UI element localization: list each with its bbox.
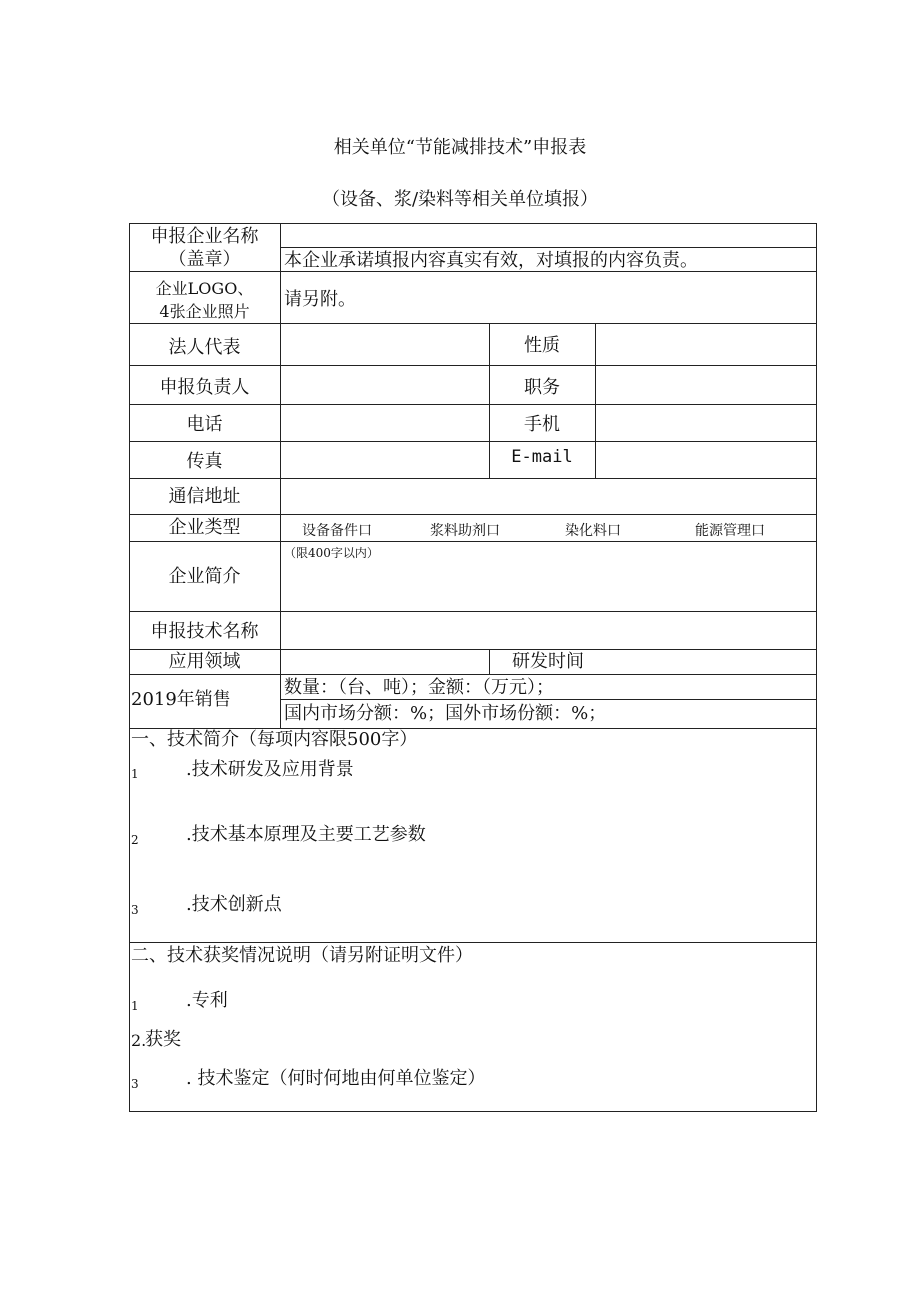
contact-person-label: 申报负责人 xyxy=(159,377,250,398)
section2-item-number: 2. xyxy=(131,1031,147,1050)
type-option-energy[interactable]: 能源管理口 xyxy=(695,523,765,539)
sales-quantity-amount: 数量：（台、吨）；金额：（万元）； xyxy=(284,677,554,698)
mobile-field[interactable] xyxy=(596,405,816,441)
nature-label: 性质 xyxy=(524,335,560,356)
legal-rep-label: 法人代表 xyxy=(168,337,241,358)
phone-field[interactable] xyxy=(281,405,488,441)
section2-item-appraisal: . 技术鉴定（何时何地由何单位鉴定） xyxy=(186,1068,486,1089)
page-title: 相关单位“节能减排技术”申报表 xyxy=(333,137,587,158)
section2-heading: 二、技术获奖情况说明（请另附证明文件） xyxy=(131,945,473,966)
section2-item-awards: 获奖 xyxy=(145,1029,181,1050)
sales-label: 2019年销售 xyxy=(131,689,231,710)
section1-item-principle: .技术基本原理及主要工艺参数 xyxy=(186,824,426,845)
section1-item-number: 3 xyxy=(131,903,139,917)
page-subtitle: （设备、浆/染料等相关单位填报） xyxy=(321,189,599,210)
logo-label: 企业LOGO、 xyxy=(155,279,254,298)
sales-market-share: 国内市场分额：%；国外市场份额：%； xyxy=(284,703,607,724)
mobile-label: 手机 xyxy=(524,414,560,435)
phone-label: 电话 xyxy=(186,414,223,435)
logo-label-photos: 4张企业照片 xyxy=(159,302,250,321)
profile-hint: （限400字以内） xyxy=(284,546,379,560)
legal-rep-field[interactable] xyxy=(281,324,488,365)
profile-field[interactable] xyxy=(281,562,816,610)
nature-field[interactable] xyxy=(596,324,816,365)
company-name-field[interactable] xyxy=(281,224,816,247)
section2-item-number: 3 xyxy=(131,1077,139,1091)
email-label: E-mail xyxy=(511,447,573,467)
tech-name-field[interactable] xyxy=(281,612,816,649)
section2-item-patent: .专利 xyxy=(186,990,228,1011)
type-option-dyes[interactable]: 染化料口 xyxy=(565,523,621,539)
rd-time-label: 研发时间 xyxy=(512,651,584,672)
tech-name-label: 申报技术名称 xyxy=(150,621,259,642)
section1-heading: 一、技术简介（每项内容限500字） xyxy=(131,729,418,750)
type-option-equipment[interactable]: 设备备件口 xyxy=(302,523,372,539)
position-label: 职务 xyxy=(524,377,560,398)
fax-label: 传真 xyxy=(186,451,223,472)
commitment-text: 本企业承诺填报内容真实有效，对填报的内容负责。 xyxy=(284,250,698,271)
section1-item-number: 2 xyxy=(131,833,139,847)
fax-field[interactable] xyxy=(281,442,488,478)
address-label: 通信地址 xyxy=(168,486,241,507)
application-field[interactable] xyxy=(281,650,488,674)
application-label: 应用领域 xyxy=(168,651,241,672)
contact-person-field[interactable] xyxy=(281,366,488,404)
address-field[interactable] xyxy=(281,479,816,514)
profile-label: 企业简介 xyxy=(168,566,241,587)
email-field[interactable] xyxy=(596,442,816,478)
company-type-label: 企业类型 xyxy=(168,517,241,538)
section1-item-background: .技术研发及应用背景 xyxy=(186,759,354,780)
section1-item-number: 1 xyxy=(131,767,139,781)
section1-item-innovation: .技术创新点 xyxy=(186,894,282,915)
company-name-label: 申报企业名称 xyxy=(150,226,259,247)
position-field[interactable] xyxy=(596,366,816,404)
logo-value: 请另附。 xyxy=(284,289,356,310)
company-name-seal-label: （盖章） xyxy=(168,249,241,270)
section2-item-number: 1 xyxy=(131,999,139,1013)
type-option-auxiliaries[interactable]: 浆料助剂口 xyxy=(430,523,500,539)
